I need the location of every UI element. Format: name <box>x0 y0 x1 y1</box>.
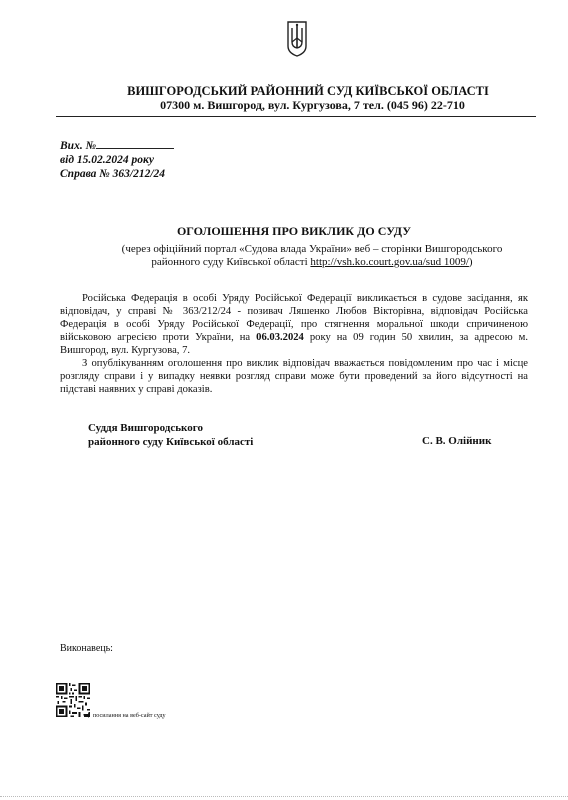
subtitle-close: ) <box>468 256 473 268</box>
paragraph-1-text: Російська Федерація в особі Уряду Російської Федерації викликається в судове засідання, як відповідач, у справі № 363/212/24 - позивач Ляшенко Любов Вікторівна, відповідач Російська Федерація в особі Уряду Російської Федерації, про стягнення моральної шкоди спричиненою військовою агресією проти України, на <box>60 293 528 343</box>
qr-caption <box>84 712 166 719</box>
trident-coat-of-arms-icon <box>286 20 308 58</box>
court-website-link[interactable]: http://vsh.ko.court.gov.ua/sud 1009/ <box>310 256 469 268</box>
link-arrow-icon <box>84 713 90 719</box>
outgoing-number-label: Вих. № <box>60 140 97 152</box>
scan-artifact-line <box>0 796 568 797</box>
judge-title <box>88 421 253 449</box>
letter-date: від 15.02.2024 року <box>60 154 154 166</box>
body-paragraph-1 <box>60 292 528 357</box>
court-address: 07300 м. Вишгород, вул. Кургузова, 7 тел. (045 96) 22-710 <box>160 98 465 112</box>
notice-title: ОГОЛОШЕННЯ ПРО ВИКЛИК ДО СУДУ <box>176 224 412 238</box>
court-name: ВИШГОРОДСЬКИЙ РАЙОННИЙ СУД КИЇВСЬКОЇ ОБЛАСТІ <box>127 84 489 98</box>
subtitle-text: (через офіційний портал «Судова влада України» веб – сторінки Вишгородського районного суду Київської області <box>121 243 503 268</box>
body-paragraph-2: З опублікуванням оголошення про виклик відповідач вважається повідомленим про час і місце розгляду справи і у випадку неявки розгляд справи може бути проведений за його відсутності на підставі наявних у справі доказів. <box>60 358 528 395</box>
judge-title-line-2: районного суду Київської області <box>88 436 254 448</box>
paragraph-1-tail: року на 09 годин 50 хвилин, за адресою м. Вишгород, вул. Кургузова, 7. <box>60 332 528 356</box>
hearing-date: 06.03.2024 <box>256 332 304 343</box>
header-divider <box>56 116 536 117</box>
notice-subtitle <box>100 243 524 269</box>
qr-caption-text: посилання на веб-сайт суду <box>93 712 166 719</box>
judge-name: С. В. Олійник <box>422 435 492 447</box>
notice-body <box>60 292 528 396</box>
outgoing-number-row <box>60 138 174 153</box>
reference-block <box>60 138 174 181</box>
judge-title-line-1: Суддя Вишгородського <box>88 422 203 434</box>
outgoing-number-blank <box>96 138 174 149</box>
executor-label: Виконавець: <box>60 643 113 654</box>
case-number: Справа № 363/212/24 <box>60 168 166 180</box>
